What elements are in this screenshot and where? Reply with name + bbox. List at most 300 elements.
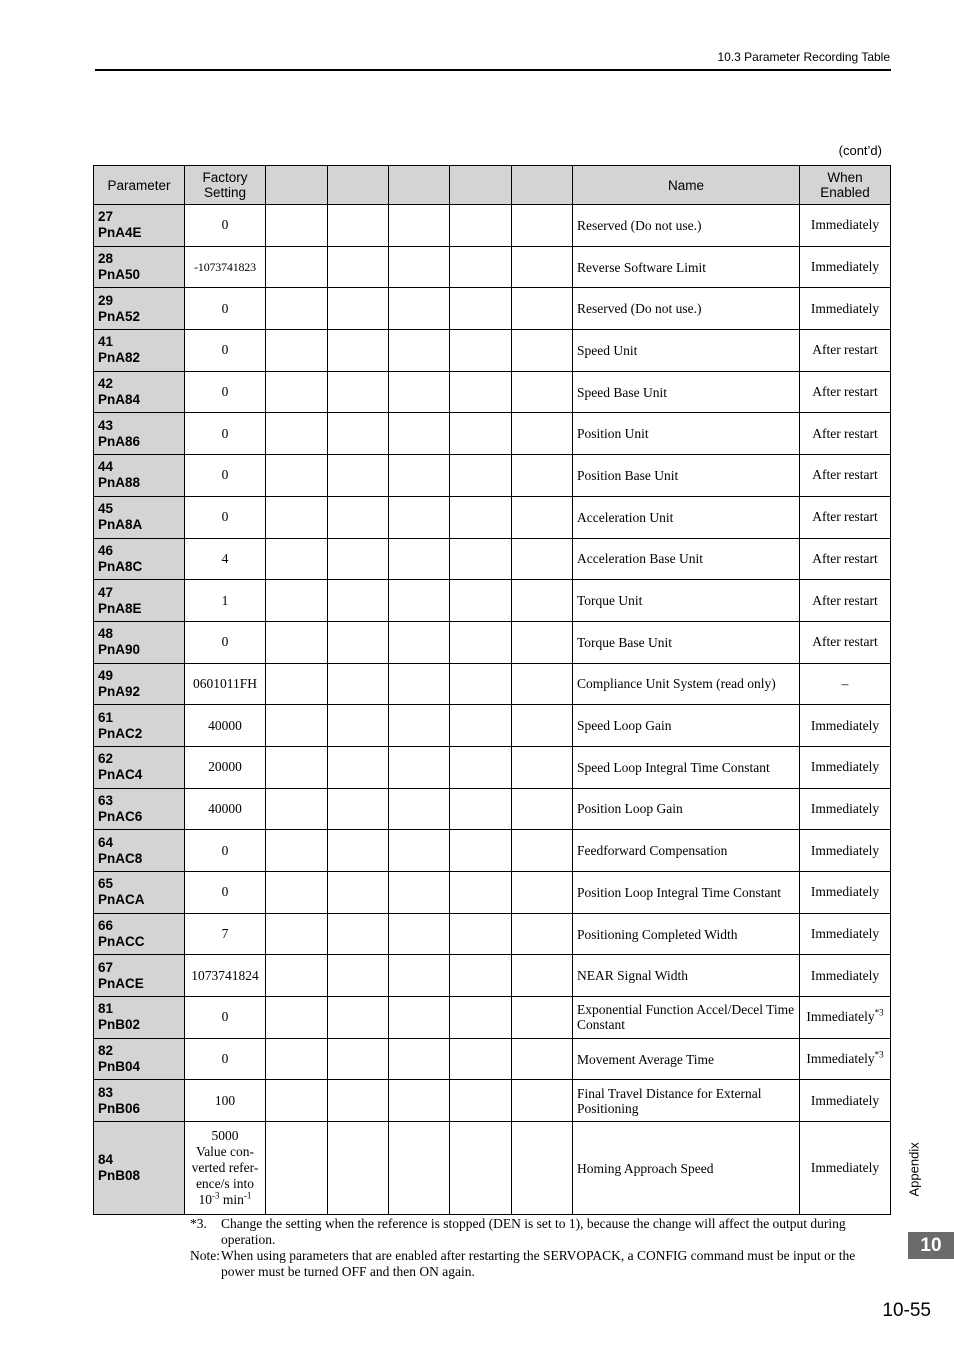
record-cell: [512, 538, 573, 580]
name-cell: Speed Unit: [573, 330, 800, 372]
record-cell: [266, 1038, 328, 1080]
record-cell: [389, 288, 450, 330]
parameter-number: 81: [98, 1001, 114, 1017]
name-cell: Speed Base Unit: [573, 371, 800, 413]
note: Note: When using parameters that are enabled after restarting the SERVOPACK, a CONFIG command must be input or the power must be turned OFF and then ON again.: [190, 1248, 856, 1279]
record-cell: [512, 288, 573, 330]
record-cell: [328, 496, 389, 538]
record-cell: [389, 246, 450, 288]
factory-setting-cell: 0: [185, 1038, 266, 1080]
parameter-cell: [94, 371, 185, 413]
record-cell: [512, 246, 573, 288]
table-row: [94, 205, 891, 247]
header-parameter: Parameter: [94, 166, 185, 205]
table-row: [94, 830, 891, 872]
record-cell: [389, 788, 450, 830]
parameter-cell: [94, 872, 185, 914]
when-enabled-cell: After restart: [800, 330, 891, 372]
record-cell: [512, 663, 573, 705]
parameter-number: 43: [98, 417, 114, 433]
parameter-number: 67: [98, 959, 114, 975]
parameter-cell: [94, 330, 185, 372]
table-row: [94, 705, 891, 747]
record-cell: [512, 455, 573, 497]
record-cell: [389, 746, 450, 788]
record-cell: [450, 746, 512, 788]
factory-setting-cell: 0: [185, 997, 266, 1039]
parameter-code: PnA82: [98, 350, 141, 366]
factory-setting-cell: 0: [185, 371, 266, 413]
parameter-cell: [94, 746, 185, 788]
record-cell: [389, 371, 450, 413]
parameter-code: PnA50: [98, 267, 141, 283]
parameter-number: 61: [98, 709, 114, 725]
parameter-number: 47: [98, 584, 114, 600]
parameter-number: 44: [98, 459, 114, 475]
parameter-code: PnA4E: [98, 225, 142, 241]
record-cell: [328, 246, 389, 288]
name-cell: Reserved (Do not use.): [573, 205, 800, 247]
table-row: [94, 1122, 891, 1215]
footnotes: [190, 1216, 886, 1280]
record-cell: [389, 1122, 450, 1215]
parameter-number: 48: [98, 626, 114, 642]
parameter-number: 28: [98, 251, 114, 267]
table-row: [94, 997, 891, 1039]
parameter-table: [93, 165, 891, 1215]
header-blank-4: [450, 166, 512, 205]
parameter-code: PnA92: [98, 683, 141, 699]
parameter-cell: [94, 580, 185, 622]
name-cell: Final Travel Distance for External Positioning: [573, 1080, 800, 1122]
record-cell: [389, 621, 450, 663]
parameter-cell: [94, 705, 185, 747]
record-cell: [266, 1122, 328, 1215]
record-cell: [389, 455, 450, 497]
record-cell: [512, 1122, 573, 1215]
record-cell: [512, 746, 573, 788]
record-cell: [328, 746, 389, 788]
record-cell: [512, 330, 573, 372]
name-cell: Acceleration Unit: [573, 496, 800, 538]
record-cell: [512, 580, 573, 622]
record-cell: [266, 455, 328, 497]
parameter-code: PnB06: [98, 1100, 141, 1116]
factory-setting-cell: 0: [185, 288, 266, 330]
record-cell: [389, 1080, 450, 1122]
record-cell: [389, 1038, 450, 1080]
parameter-code: PnA86: [98, 433, 141, 449]
record-cell: [389, 705, 450, 747]
when-enabled-cell: After restart: [800, 621, 891, 663]
record-cell: [512, 371, 573, 413]
factory-unit-line: $10^{-3}$ $\min^{-1}$: [198, 1190, 252, 1208]
table-row: [94, 872, 891, 914]
record-cell: [450, 413, 512, 455]
record-cell: [512, 705, 573, 747]
parameter-cell: [94, 788, 185, 830]
factory-setting-cell: 0601011FH: [185, 663, 266, 705]
record-cell: [450, 371, 512, 413]
record-cell: [389, 663, 450, 705]
footnote-3: *3. Change the setting when the reference is stopped (DEN is set to 1), because the change will affect the output during operation.: [190, 1216, 846, 1247]
parameter-number: 66: [98, 918, 114, 934]
record-cell: [450, 955, 512, 997]
name-cell: Movement Average Time: [573, 1038, 800, 1080]
parameter-number: 82: [98, 1043, 114, 1059]
record-cell: [328, 371, 389, 413]
record-cell: [328, 1122, 389, 1215]
factory-setting-cell: [185, 1122, 266, 1215]
record-cell: [266, 1080, 328, 1122]
table-row: [94, 1038, 891, 1080]
table-row: [94, 1080, 891, 1122]
parameter-number: 65: [98, 876, 114, 892]
record-cell: [512, 1080, 573, 1122]
record-cell: [512, 496, 573, 538]
parameter-cell: [94, 955, 185, 997]
record-cell: [328, 288, 389, 330]
table-body: [94, 205, 891, 1215]
table-row: [94, 580, 891, 622]
parameter-code: PnACA: [98, 892, 145, 908]
record-cell: [450, 1038, 512, 1080]
record-cell: [450, 455, 512, 497]
record-cell: [328, 913, 389, 955]
name-cell: Speed Loop Gain: [573, 705, 800, 747]
name-cell: NEAR Signal Width: [573, 955, 800, 997]
record-cell: [389, 580, 450, 622]
record-cell: [266, 330, 328, 372]
parameter-code: PnB02: [98, 1017, 141, 1033]
header-blank-1: [266, 166, 328, 205]
record-cell: [328, 538, 389, 580]
parameter-code: PnA8A: [98, 517, 143, 533]
record-cell: [328, 705, 389, 747]
table-row: [94, 621, 891, 663]
record-cell: [328, 788, 389, 830]
when-enabled-cell: Immediately: [800, 746, 891, 788]
record-cell: [266, 705, 328, 747]
table-row: [94, 788, 891, 830]
table-row: [94, 663, 891, 705]
parameter-cell: [94, 413, 185, 455]
record-cell: [328, 1080, 389, 1122]
when-enabled-cell: After restart: [800, 580, 891, 622]
name-cell: Position Unit: [573, 413, 800, 455]
when-enabled-cell: Immediately: [800, 830, 891, 872]
record-cell: [450, 621, 512, 663]
record-cell: [328, 580, 389, 622]
table-row: [94, 246, 891, 288]
factory-setting-cell: 100: [185, 1080, 266, 1122]
section-header: 10.3 Parameter Recording Table: [717, 50, 890, 64]
record-cell: [266, 288, 328, 330]
parameter-cell: [94, 830, 185, 872]
page-number: 10-55: [882, 1300, 931, 1321]
parameter-code: PnA52: [98, 308, 141, 324]
record-cell: [328, 621, 389, 663]
footnote-ref: *3: [874, 1007, 884, 1018]
record-cell: [328, 205, 389, 247]
record-cell: [389, 330, 450, 372]
parameter-cell: [94, 538, 185, 580]
name-cell: Feedforward Compensation: [573, 830, 800, 872]
parameter-cell: [94, 1122, 185, 1215]
factory-setting-cell: 40000: [185, 705, 266, 747]
record-cell: [450, 288, 512, 330]
name-cell: Homing Approach Speed: [573, 1122, 800, 1215]
parameter-code: PnAC4: [98, 767, 143, 783]
parameter-number: 49: [98, 667, 114, 683]
name-cell: Position Loop Integral Time Constant: [573, 872, 800, 914]
record-cell: [450, 538, 512, 580]
record-cell: [512, 913, 573, 955]
record-cell: [450, 1122, 512, 1215]
record-cell: [389, 955, 450, 997]
factory-note-line: verted refer-: [191, 1160, 259, 1176]
parameter-code: PnA88: [98, 475, 141, 491]
when-enabled-cell: –: [800, 663, 891, 705]
record-cell: [512, 872, 573, 914]
record-cell: [389, 872, 450, 914]
record-cell: [389, 830, 450, 872]
record-cell: [450, 1080, 512, 1122]
factory-setting-cell: 1073741824: [185, 955, 266, 997]
table-header-row: [94, 166, 891, 205]
when-enabled-cell: After restart: [800, 413, 891, 455]
parameter-number: 62: [98, 751, 114, 767]
when-enabled-cell: Immediately: [800, 788, 891, 830]
when-enabled-cell: After restart: [800, 455, 891, 497]
table-row: [94, 413, 891, 455]
when-enabled-cell: Immediately$^{*3}$: [800, 1038, 891, 1080]
record-cell: [266, 955, 328, 997]
parameter-number: 46: [98, 542, 114, 558]
factory-setting-cell: 0: [185, 872, 266, 914]
header-when-enabled: When Enabled: [800, 166, 891, 205]
when-enabled-cell: Immediately: [800, 913, 891, 955]
when-enabled-cell: After restart: [800, 538, 891, 580]
when-enabled-cell: After restart: [800, 496, 891, 538]
header-rule: [95, 69, 891, 71]
parameter-cell: [94, 1080, 185, 1122]
record-cell: [512, 830, 573, 872]
parameter-number: 83: [98, 1084, 114, 1100]
parameter-cell: [94, 663, 185, 705]
parameter-code: PnB08: [98, 1168, 141, 1184]
parameter-code: PnAC6: [98, 808, 143, 824]
record-cell: [512, 621, 573, 663]
factory-setting-cell: 0: [185, 330, 266, 372]
record-cell: [389, 997, 450, 1039]
record-cell: [266, 246, 328, 288]
record-cell: [450, 705, 512, 747]
appendix-side-label: Appendix: [906, 1142, 922, 1197]
when-enabled-cell: Immediately: [800, 955, 891, 997]
record-cell: [450, 830, 512, 872]
table-row: [94, 746, 891, 788]
parameter-cell: [94, 496, 185, 538]
record-cell: [450, 496, 512, 538]
record-cell: [512, 955, 573, 997]
header-name: Name: [573, 166, 800, 205]
record-cell: [512, 413, 573, 455]
when-enabled-cell: After restart: [800, 371, 891, 413]
record-cell: [266, 205, 328, 247]
parameter-cell: [94, 621, 185, 663]
header-blank-2: [328, 166, 389, 205]
factory-setting-cell: 40000: [185, 788, 266, 830]
name-cell: Reverse Software Limit: [573, 246, 800, 288]
record-cell: [266, 913, 328, 955]
record-cell: [266, 580, 328, 622]
record-cell: [328, 330, 389, 372]
factory-setting-cell: 0: [185, 455, 266, 497]
parameter-number: 29: [98, 292, 114, 308]
parameter-number: 27: [98, 209, 114, 225]
parameter-code: PnAC2: [98, 725, 143, 741]
table-row: [94, 538, 891, 580]
factory-setting-cell: 0: [185, 830, 266, 872]
record-cell: [450, 788, 512, 830]
parameter-number: 42: [98, 376, 114, 392]
record-cell: [450, 913, 512, 955]
name-cell: Compliance Unit System (read only): [573, 663, 800, 705]
when-enabled-cell: Immediately: [800, 288, 891, 330]
parameter-number: 45: [98, 501, 114, 517]
factory-setting-cell: 0: [185, 413, 266, 455]
when-enabled-cell: Immediately: [800, 1080, 891, 1122]
parameter-code: PnA90: [98, 642, 141, 658]
parameter-code: PnA84: [98, 392, 141, 408]
parameter-cell: [94, 997, 185, 1039]
record-cell: [389, 205, 450, 247]
record-cell: [450, 580, 512, 622]
name-cell: Torque Unit: [573, 580, 800, 622]
parameter-code: PnB04: [98, 1059, 141, 1075]
parameter-cell: [94, 913, 185, 955]
table-row: [94, 288, 891, 330]
name-cell: Acceleration Base Unit: [573, 538, 800, 580]
header-blank-3: [389, 166, 450, 205]
factory-setting-cell: 0: [185, 205, 266, 247]
record-cell: [266, 538, 328, 580]
record-cell: [266, 496, 328, 538]
when-enabled-cell: Immediately: [800, 246, 891, 288]
factory-note-line: ence/s into: [195, 1176, 255, 1192]
record-cell: [266, 746, 328, 788]
parameter-code: PnACE: [98, 975, 144, 991]
parameter-cell: [94, 455, 185, 497]
factory-value: 5000: [211, 1128, 239, 1144]
parameter-cell: [94, 1038, 185, 1080]
chapter-tab: 10: [908, 1232, 954, 1259]
record-cell: [389, 913, 450, 955]
record-cell: [389, 496, 450, 538]
record-cell: [266, 997, 328, 1039]
parameter-code: PnA8E: [98, 600, 142, 616]
record-cell: [328, 663, 389, 705]
factory-setting-cell: -1073741823: [185, 246, 266, 288]
record-cell: [328, 997, 389, 1039]
factory-setting-cell: 20000: [185, 746, 266, 788]
parameter-number: 84: [98, 1152, 114, 1168]
parameter-number: 63: [98, 792, 114, 808]
footnote-ref: *3: [874, 1049, 884, 1060]
when-enabled-cell: Immediately: [800, 205, 891, 247]
record-cell: [328, 413, 389, 455]
record-cell: [266, 788, 328, 830]
record-cell: [266, 872, 328, 914]
factory-setting-cell: 1: [185, 580, 266, 622]
record-cell: [450, 663, 512, 705]
record-cell: [450, 872, 512, 914]
name-cell: Speed Loop Integral Time Constant: [573, 746, 800, 788]
table-row: [94, 496, 891, 538]
table-row: [94, 913, 891, 955]
factory-note-line: Value con-: [195, 1144, 255, 1160]
name-cell: Torque Base Unit: [573, 621, 800, 663]
header-blank-5: [512, 166, 573, 205]
name-cell: Reserved (Do not use.): [573, 288, 800, 330]
record-cell: [328, 830, 389, 872]
record-cell: [450, 330, 512, 372]
parameter-number: 64: [98, 834, 114, 850]
table-row: [94, 955, 891, 997]
record-cell: [328, 1038, 389, 1080]
record-cell: [266, 663, 328, 705]
factory-setting-cell: 7: [185, 913, 266, 955]
name-cell: Position Loop Gain: [573, 788, 800, 830]
record-cell: [328, 955, 389, 997]
name-cell: Exponential Function Accel/Decel Time Constant: [573, 997, 800, 1039]
when-enabled-cell: Immediately$^{*3}$: [800, 997, 891, 1039]
record-cell: [389, 538, 450, 580]
record-cell: [389, 413, 450, 455]
name-cell: Positioning Completed Width: [573, 913, 800, 955]
when-enabled-cell: Immediately: [800, 705, 891, 747]
record-cell: [450, 246, 512, 288]
factory-setting-cell: 0: [185, 621, 266, 663]
record-cell: [450, 997, 512, 1039]
parameter-code: PnACC: [98, 934, 145, 950]
record-cell: [266, 371, 328, 413]
parameter-cell: [94, 288, 185, 330]
parameter-code: PnAC8: [98, 850, 143, 866]
continued-label: (cont’d): [838, 143, 882, 158]
record-cell: [512, 997, 573, 1039]
parameter-cell: [94, 246, 185, 288]
parameter-number: 41: [98, 334, 114, 350]
parameter-cell: [94, 205, 185, 247]
factory-setting-cell: 4: [185, 538, 266, 580]
table-row: [94, 330, 891, 372]
parameter-code: PnA8C: [98, 558, 143, 574]
record-cell: [266, 621, 328, 663]
record-cell: [328, 455, 389, 497]
record-cell: [328, 872, 389, 914]
record-cell: [450, 205, 512, 247]
record-cell: [266, 413, 328, 455]
when-enabled-cell: Immediately: [800, 1122, 891, 1215]
record-cell: [512, 205, 573, 247]
when-enabled-cell: Immediately: [800, 872, 891, 914]
table-row: [94, 371, 891, 413]
record-cell: [512, 1038, 573, 1080]
table-row: [94, 455, 891, 497]
record-cell: [512, 788, 573, 830]
